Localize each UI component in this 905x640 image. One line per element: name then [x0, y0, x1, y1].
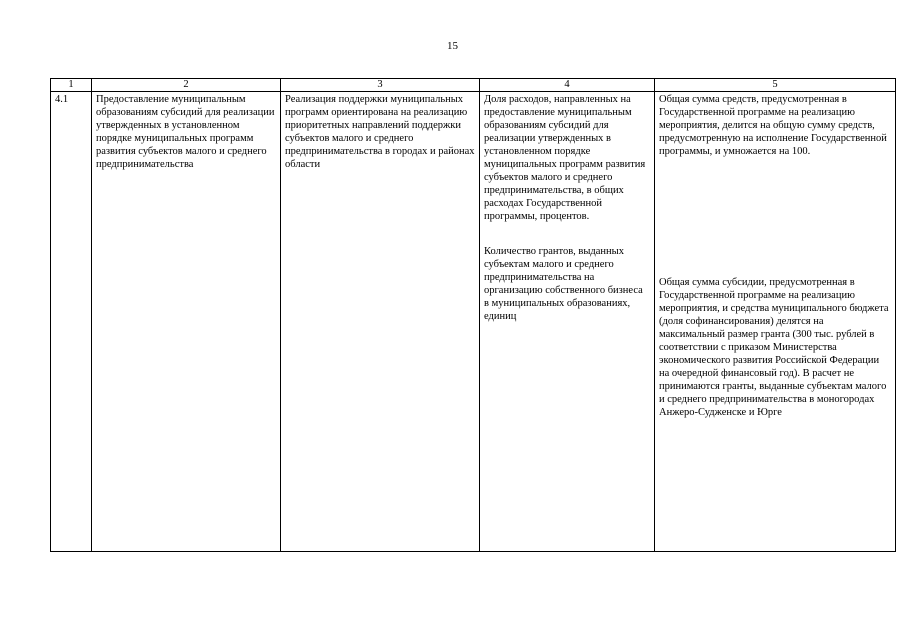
header-col-5: 5: [655, 79, 896, 92]
page-number: 15: [447, 40, 458, 52]
row-number: 4.1: [51, 92, 92, 552]
indicator-share: Доля расходов, направленных на предоставление муниципальным образованиям субсидий для реализации утвержденных в установленном порядке муниципальных программ развития субъектов малого и среднего предпринимательства, в общих расходах Государственной программы, процентов.: [484, 94, 646, 222]
header-col-4: 4: [480, 79, 655, 92]
indicator-grants-count: Количество грантов, выданных субъектам малого и среднего предпринимательства на организацию собственного бизнеса в муниципальных образованиях, единиц: [484, 246, 643, 322]
indicator-table: [50, 78, 896, 552]
indicator-cell: [480, 92, 655, 552]
spacer: [484, 223, 650, 245]
header-row: [51, 79, 896, 92]
spacer: [659, 158, 891, 276]
header-col-3: 3: [281, 79, 480, 92]
table-row: [51, 92, 896, 552]
measure-description: Реализация поддержки муниципальных программ ориентирована на реализацию приоритетных направлений поддержки субъектов малого и среднего предпринимательства в городах и районах области: [281, 92, 480, 552]
method-cell: [655, 92, 896, 552]
method-grants-count: Общая сумма субсидии, предусмотренная в Государственной программе на реализацию мероприятия, и средства муниципального бюджета (доля софинансирования) делятся на максимальный размер гранта (300 тыс. рублей в соответствии с приказом Министерства экономического развития Российской Федерации на очередной финансовый год). В расчет не принимаются гранты, выданные субъектам малого и среднего предпринимательства в моногородах Анжеро-Судженске и Юрге: [659, 277, 889, 418]
header-col-1: 1: [51, 79, 92, 92]
measure-name: Предоставление муниципальным образованиям субсидий для реализации утвержденных в установленном порядке муниципальных программ развития субъектов малого и среднего предпринимательства: [92, 92, 281, 552]
method-share: Общая сумма средств, предусмотренная в Государственной программе на реализацию мероприятия, делится на общую сумму средств, предусмотренную на исполнение Государственной программы, и умножается на 100.: [659, 94, 887, 157]
header-col-2: 2: [92, 79, 281, 92]
